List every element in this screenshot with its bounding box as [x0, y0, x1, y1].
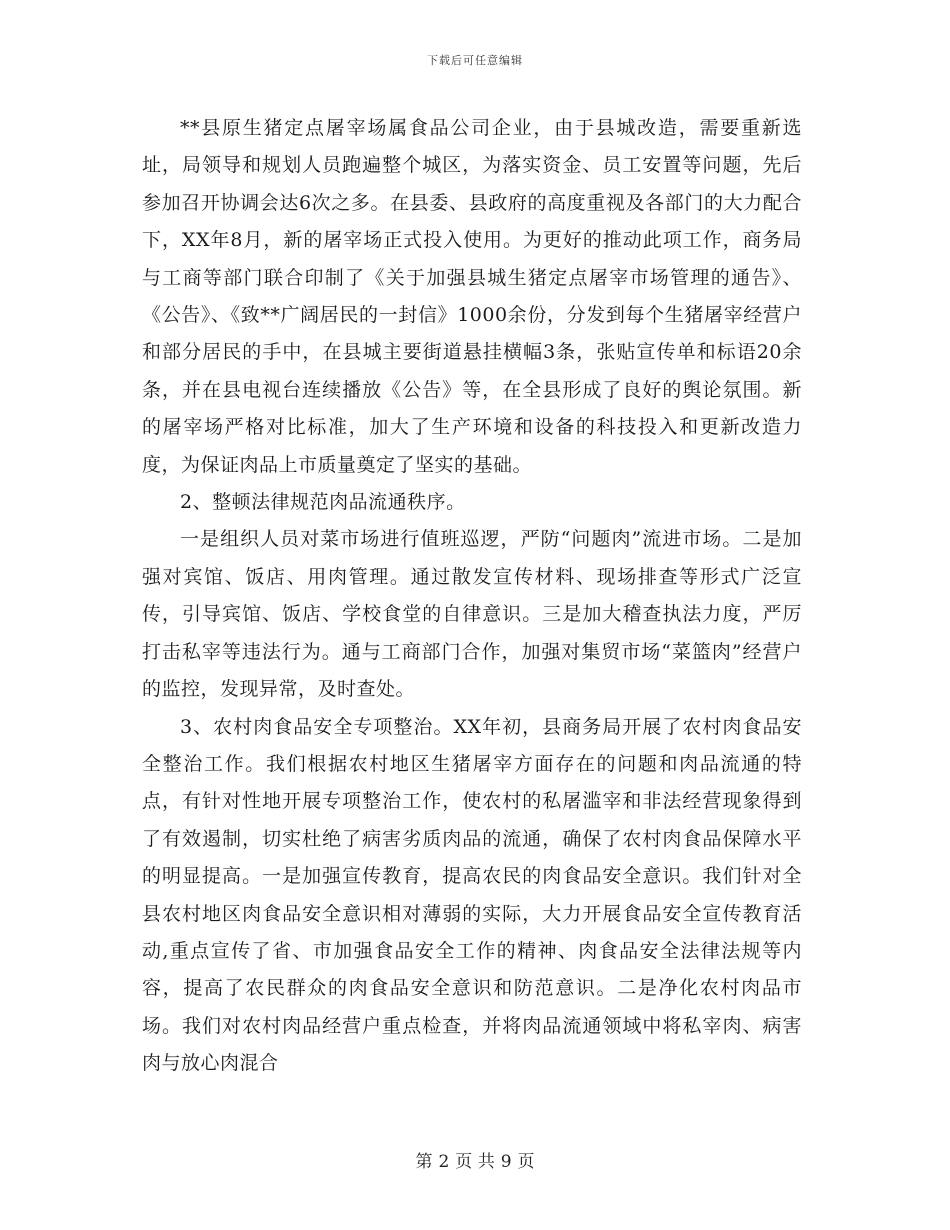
paragraph-4: 3、农村肉食品安全专项整治。XX年初，县商务局开展了农村肉食品安全整治工作。我们根据农村地区生猪屠宰方面存在的问题和肉品流通的特点，有针对性地开展专项整治工作，使农村的私屠滥宰和非法经营现象得到了有效遏制，切实杜绝了病害劣质肉品的流通，确保了农村肉食品保障水平的明显提高。一是加强宣传教育，提高农民的肉食品安全意识。我们针对全县农村地区肉食品安全意识相对薄弱的实际，大力开展食品安全宣传教育活动,重点宣传了省、市加强食品安全工作的精神、肉食品安全法律法规等内容，提高了农民群众的肉食品安全意识和防范意识。二是净化农村肉品市场。我们对农村肉品经营户重点检查，并将肉品流通领域中将私宰肉、病害肉与放心肉混合	[142, 715, 802, 1075]
paragraph-1: **县原生猪定点屠宰场属食品公司企业，由于县城改造，需要重新选址，局领导和规划人员跑遍整个城区，为落实资金、员工安置等问题，先后参加召开协调会达6次之多。在县委、县政府的高度重视及各部门的大力配合下，XX年8月，新的屠宰场正式投入使用。为更好的推动此项工作，商务局与工商等部门联合印制了《关于加强县城生猪定点屠宰市场管理的通告》、《公告》、《致**广阔居民的一封信》1000余份，分发到每个生猪屠宰经营户和部分居民的手中，在县城主要街道悬挂横幅3条，张贴宣传单和标语20余条，并在县电视台连续播放《公告》等，在全县形成了良好的舆论氛围。新的屠宰场严格对比标准，加大了生产环境和设备的科技投入和更新改造力度，为保证肉品上市质量奠定了坚实的基础。	[142, 117, 802, 476]
footer-prefix: 第	[415, 1152, 433, 1172]
paragraph-3: 一是组织人员对菜市场进行值班巡逻，严防“问题肉”流进市场。二是加强对宾馆、饭店、用肉管理。通过散发宣传材料、现场排查等形式广泛宣传，引导宾馆、饭店、学校食堂的自律意识。三是加大稽查执法力度，严厉打击私宰等违法行为。通与工商部门合作，加强对集贸市场“菜篮肉”经营户的监控，发现异常，及时查处。	[142, 528, 802, 701]
footer-total-pages: 9	[500, 1152, 512, 1172]
footer-page-number: 2	[438, 1152, 450, 1172]
page-header: 下载后可任意编辑	[427, 54, 523, 67]
page-footer	[0, 1147, 950, 1172]
footer-suffix: 页	[517, 1152, 535, 1172]
footer-middle: 页 共	[455, 1152, 495, 1172]
document-body	[142, 110, 802, 1083]
paragraph-2-heading: 2、整顿法律规范肉品流通秩序。	[180, 491, 466, 514]
